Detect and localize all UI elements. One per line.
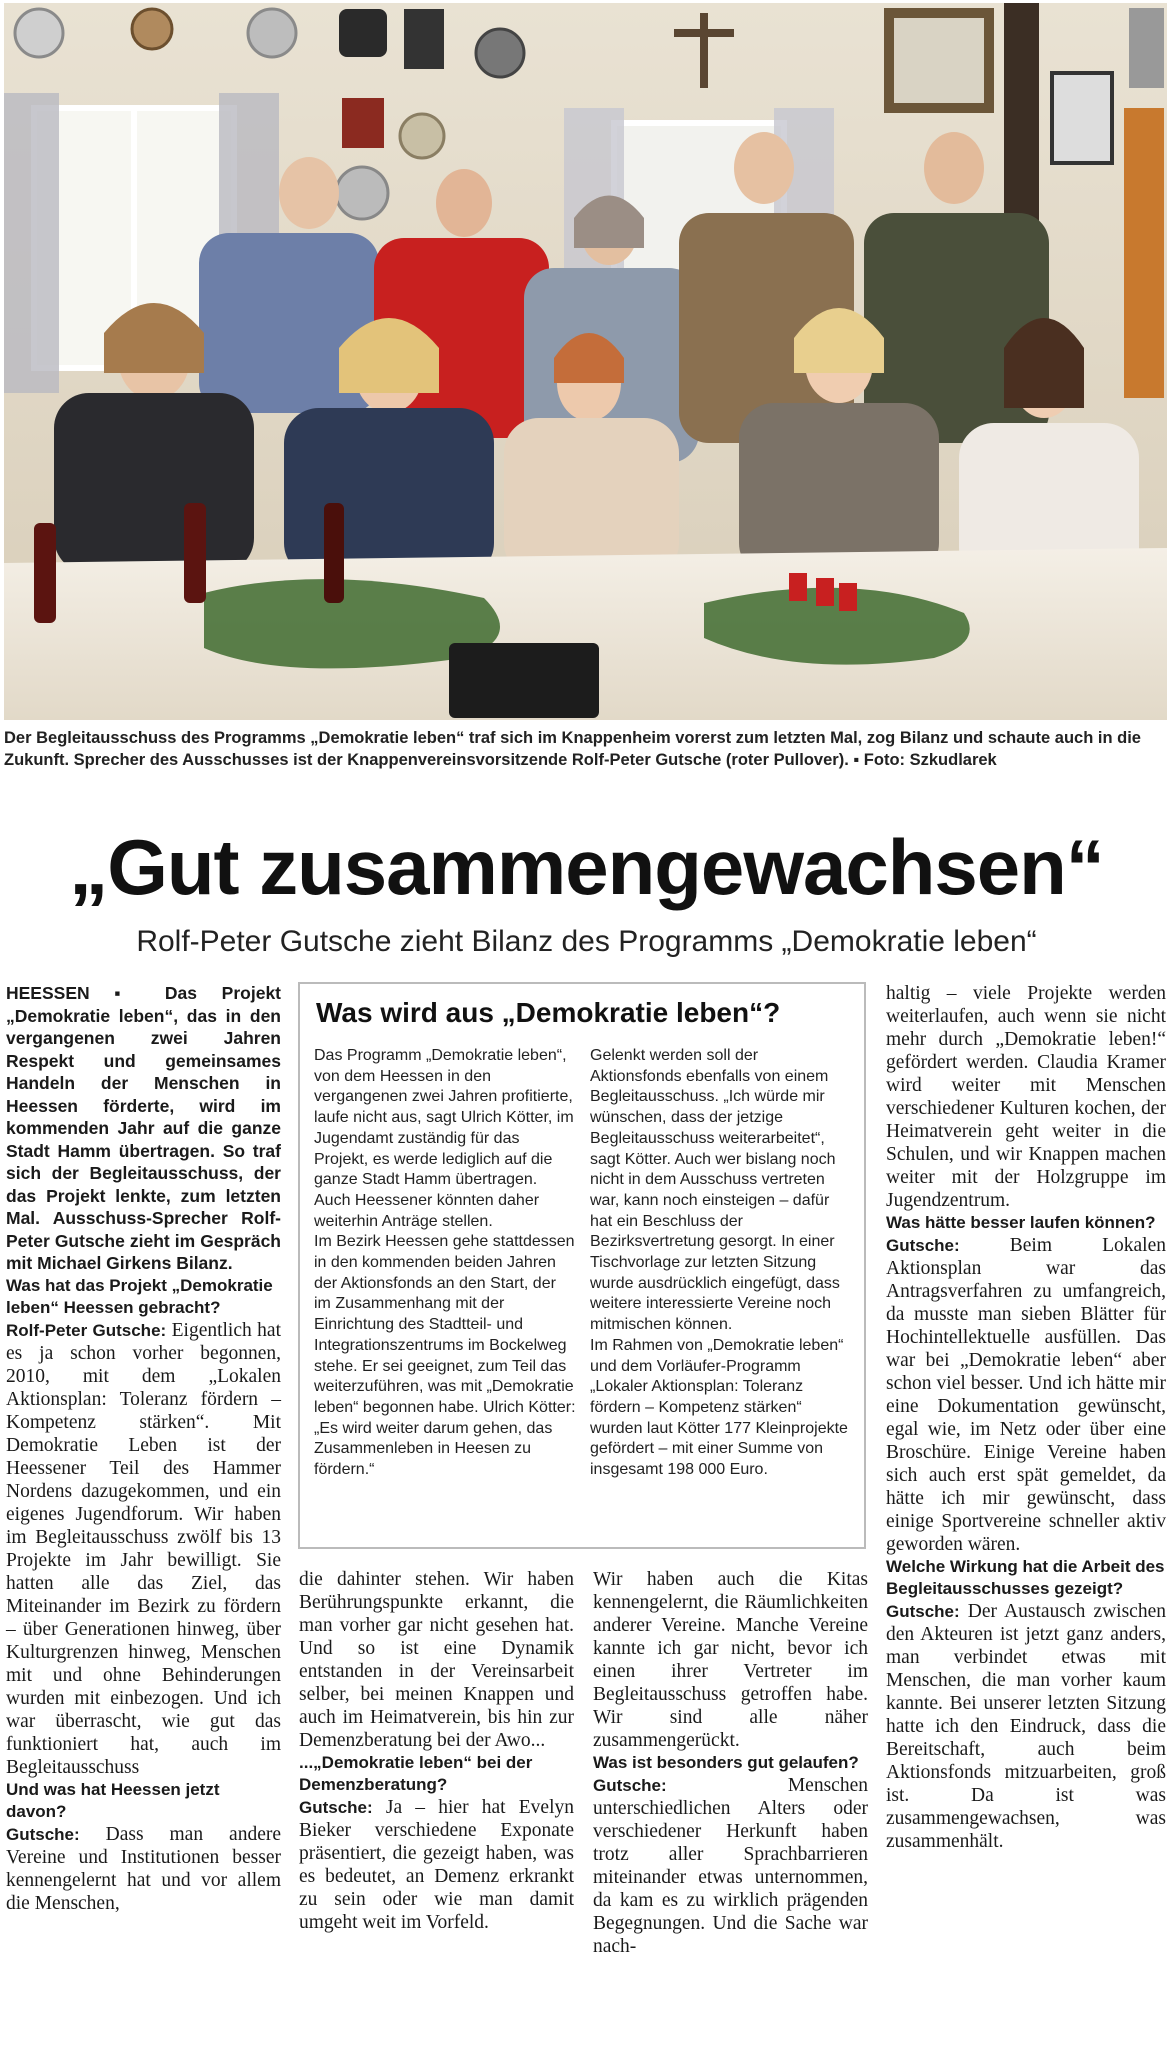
speaker-label: Gutsche: [886, 1236, 960, 1255]
info-box-column-right [590, 1046, 852, 1481]
interview-answer [593, 1774, 868, 1958]
answer-text: Eigentlich hat es ja schon vorher begonnen, 2010, mit dem „Lokalen Aktionsplan: Toleranz fördern – Kompetenz stärken“. Mit Demokratie Leben ist der Heessener Teil des Hammer Nordens dazugekommen, und ein eigenes Jugendforum. Wir haben im Begleitausschuss zwölf bis 13 Projekte im Jahr bewilligt. Sie hatten alle das Ziel, das Miteinander im Bezirk zu fördern – über Generationen hinweg, über Kulturgrenzen hinweg, Menschen mit und ohne Behinderungen wurden mit einbezogen. Und ich war überrascht, wie gut das funktioniert hat, auch im Begleitausschuss [6, 1319, 281, 1778]
speaker-label: Gutsche: [299, 1798, 373, 1817]
interview-answer [6, 1319, 281, 1779]
interview-answer [299, 1796, 574, 1934]
article-column-4 [886, 982, 1166, 1853]
headline: „Gut zusammengewachsen“ [69, 823, 1104, 911]
speaker-label: Gutsche: [886, 1602, 960, 1621]
speaker-label: Gutsche: [6, 1824, 80, 1844]
group-photo [4, 3, 1167, 720]
answer-text: Der Austausch zwischen den Akteuren ist jetzt ganz anders, man verbindet etwas mit Menschen, die man vorher kaum kannte. Bei unserer letzten Sitzung hatte ich den Eindruck, dass die Bereitschaft, auch beim Aktionsfonds mitzuarbeiten, groß ist. Da ist was zusammengewachsen, was zusammenhält. [886, 1601, 1166, 1852]
info-box-paragraph: Das Programm „Demokratie leben“, von dem Heessen in den vergangenen zwei Jahren profitierte, laufe nicht aus, sagt Ulrich Kötter, im Jugendamt zuständig für das Projekt, es werde lediglich auf die ganze Stadt Hamm übertragen. Auch Heessener könnten daher weiterhin Anträge stellen. [314, 1047, 574, 1230]
subheadline: Rolf-Peter Gutsche zieht Bilanz des Programms „Demokratie leben“ [136, 925, 1037, 958]
info-box-title: Was wird aus „Demokratie leben“? [316, 997, 781, 1028]
interview-question: Und was hat Heessen jetzt davon? [6, 1779, 220, 1821]
group-photo-illustration [4, 3, 1167, 720]
answer-text: Beim Lokalen Aktionsplan war das Antragsverfahren zu umfangreich, da musste man sieben Blätter für Hochintellektuelle ausfüllen. Das war bei „Demokratie leben“ aber schon viel besser. Und ich hätte mir eine Dokumentation gewünscht, egal wie, im Netz oder über eine Broschüre. Einige Vereine haben sich auch erst spät gemeldet, da hätte ich mir gewünscht, dass einige Sportvereine schneller aktiv geworden wären. [886, 1235, 1166, 1555]
info-box-column-left [314, 1046, 576, 1481]
info-box [298, 982, 866, 1549]
info-box-paragraph: Im Bezirk Heessen gehe stattdessen in den kommenden beiden Jahren der Aktionsfonds an den Start, der im Zusammenhang mit der Einrichtung des Stadtteil- und Integrationszentrums im Bockelweg stehe. Er sei geeignet, zum Teil das weiterzuführen, was mit „Demokratie leben“ begonnen habe. Ulrich Kötter: „Es wird weiter darum gehen, das Zusammenleben in Heesen zu fördern.“ [314, 1233, 576, 1479]
interview-question: Welche Wirkung hat die Arbeit des Begleitausschusses gezeigt? [886, 1557, 1165, 1598]
interview-question: ...„Demokratie leben“ bei der Demenzberatung? [299, 1753, 533, 1794]
article-paragraph: Wir haben auch die Kitas kennengelernt, die Räumlichkeiten anderer Vereine. Manche Vereine kannte ich gar nicht, bevor ich einen ihrer Vertreter im Begleitausschuss getroffen habe. Wir sind alle näher zusammengerückt. [593, 1569, 868, 1751]
article-paragraph: haltig – viele Projekte werden weiterlaufen, auch wenn sie nicht mehr durch „Demokratie leben!“ gefördert werden. Claudia Kramer wird weiter mit Menschen verschiedener Kulturen kochen, der Heimatverein geht weiter in die Schulen, und wir Knappen machen weiter mit der Holzgruppe im Jugendzentrum. [886, 983, 1166, 1211]
answer-text: Ja – hier hat Evelyn Bieker verschiedene Exponate präsentiert, die gezeigt haben, was es bedeutet, an Demenz erkrankt zu sein oder wie man damit umgeht weit im Vorfeld. [299, 1797, 574, 1933]
answer-text: Dass man andere Vereine und Institutionen besser kennengelernt hat und vor allem die Menschen, [6, 1823, 281, 1914]
interview-answer [886, 1234, 1166, 1556]
photo-caption: Der Begleitausschuss des Programms „Demokratie leben“ traf sich im Knappenheim vorerst zum letzten Mal, zog Bilanz und schaute auch in die Zukunft. Sprecher des Ausschusses ist der Knappenvereinsvorsitzende Rolf-Peter Gutsche (roter Pullover). ▪ Foto: Szkudlarek [4, 729, 1141, 769]
article-paragraph: die dahinter stehen. Wir haben Berührungspunkte erkannt, die man vorher gar nicht gesehen hat. Und so ist eine Dynamik entstanden in der Vereinsarbeit selber, bei meinen Knappen und auch im Heimatverein, bis hin zur Demenzberatung bei der Awo... [299, 1569, 574, 1751]
interview-answer [886, 1600, 1166, 1853]
interview-question: Was ist besonders gut gelaufen? [593, 1753, 859, 1772]
article-column-1 [6, 982, 281, 1915]
article-lead: HEESSEN ▪ Das Projekt „Demokratie leben“, das in den vergangenen zwei Jahren Respekt und gemeinsames Handeln der Menschen in Heessen förderte, wird im kommenden Jahr auf die ganze Stadt Hamm übertragen. So traf sich der Begleitausschuss, der das Projekt lenkte, zum letzten Mal. Ausschuss-Sprecher Rolf-Peter Gutsche zieht im Gespräch mit Michael Girkens Bilanz. [6, 983, 281, 1273]
speaker-label: Rolf-Peter Gutsche: [6, 1320, 167, 1340]
article-column-3 [593, 1568, 868, 1958]
interview-answer [6, 1823, 281, 1915]
interview-question: Was hat das Projekt „Demokratie leben“ Heessen gebracht? [6, 1275, 273, 1317]
info-box-paragraph: Im Rahmen von „Demokratie leben“ und dem Vorläufer-Programm „Lokaler Aktionsplan: Toleranz fördern – Kompetenz stärken“ wurden laut Kötter 177 Kleinprojekte gefördert – mit einer Summe von insgesamt 198 000 Euro. [590, 1336, 848, 1479]
info-box-paragraph: Gelenkt werden soll der Aktionsfonds ebenfalls von einem Begleitausschuss. „Ich würde mir wünschen, dass der jetzige Begleitausschuss weiterarbeitet“, sagt Kötter. Auch wer bislang noch nicht in dem Ausschuss vertreten war, kann noch einsteigen – dafür hat ein Beschluss der Bezirksvertretung gesorgt. In einer Tischvorlage zur letzten Sitzung wurde ausdrücklich eingefügt, dass weitere interessierte Vereine noch mitmischen können. [590, 1047, 840, 1334]
article-column-2 [299, 1568, 574, 1934]
interview-question: Was hätte besser laufen können? [886, 1213, 1156, 1232]
answer-text: Menschen unterschiedlichen Alters oder verschiedener Herkunft haben trotz aller Sprachbarrieren miteinander etwas unternommen, da kam es zu wirklich prägenden Begegnungen. Und die Sache war nach- [593, 1775, 868, 1957]
speaker-label: Gutsche: [593, 1776, 667, 1795]
